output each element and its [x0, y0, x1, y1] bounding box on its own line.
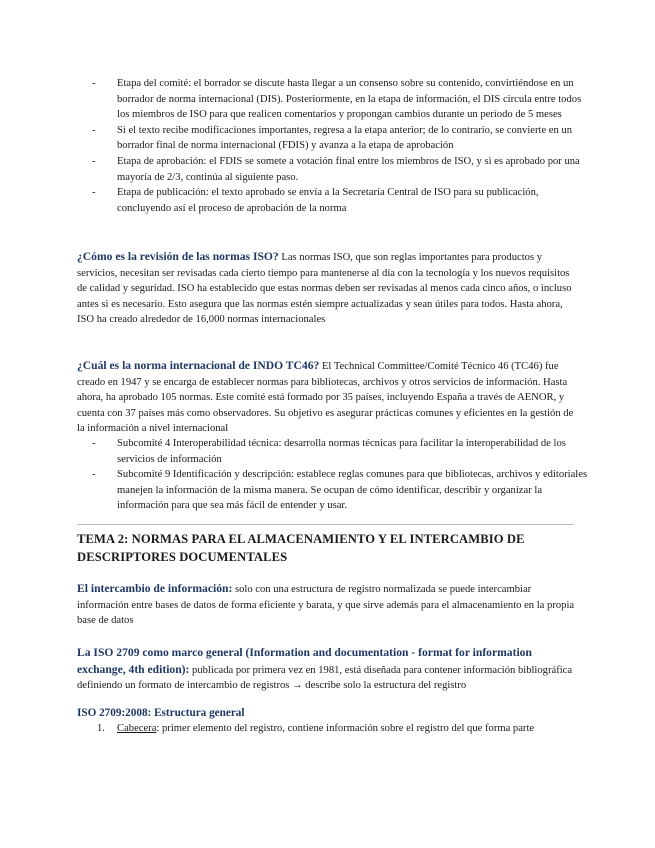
subcommittee-list — [92, 436, 592, 514]
approval-stages-list — [92, 76, 592, 216]
indo-text: El Technical Committee/Comité Técnico 46 (TC46) fue creado en 1947 y se encarga de establecer normas para bibliotecas, archivos y otros servicios de información. Hasta ahora, ha aprobado 105 normas. Este comité está formado por 35 países, incluyendo España a través de AENOR, y cuenta con 37 países más como observadores. Su objetivo es asegurar prácticas comunes y eficientes en la gestión de la información a nivel internacional — [77, 361, 574, 435]
revision-paragraph — [77, 249, 581, 328]
list-item: - Etapa de aprobación: el FDIS se somete a votación final entre los miembros de ISO, y si es aprobado por una mayoría de 2/3, continúa al siguiente paso. — [92, 155, 580, 183]
bullet-dash: - — [92, 469, 96, 481]
intercambio-paragraph — [77, 581, 581, 629]
list-item: - Subcomité 4 Interoperabilidad técnica: desarrolla normas técnicas para facilitar la interoperabilidad de los servicios de información — [92, 438, 566, 465]
indo-heading: ¿Cuál es la norma internacional de INDO TC46? — [77, 359, 320, 372]
bullet-dash: - — [92, 78, 96, 89]
intercambio-text: solo con una estructura de registro normalizada se puede intercambiar información entre bases de datos de forma eficiente y barata, y que sirve además para el almacenamiento en la propia base de datos — [77, 584, 575, 627]
intercambio-heading: El intercambio de información: — [77, 582, 233, 595]
list-item: - Si el texto recibe modificaciones importantes, regresa a la etapa anterior; de lo contrario, se convierte en un borrador final de norma internacional (FDIS) y avanza a la etapa de aprobación — [92, 124, 573, 152]
structure-heading: ISO 2709:2008: Estructura general — [77, 707, 245, 719]
revision-heading: ¿Cómo es la revisión de las normas ISO? — [77, 250, 279, 263]
list-item: - Subcomité 9 Identificación y descripción: establece reglas comunes para que bibliotecas, archivos y editoriales manejen la información de la misma manera. Se ocupan de cómo identificar, describir y organizar la información para que sea más fácil de entender y usar. — [92, 469, 588, 512]
iso2709-text: publicada por primera vez en 1981, está diseñada para contener información bibliográfica definiendo un formato de intercambio de registros → describe solo la estructura del registro — [77, 664, 573, 692]
list-item: - Etapa de publicación: el texto aprobado se envía a la Secretaría Central de ISO para su publicación, concluyendo así el proceso de aprobación de la norma — [92, 187, 539, 214]
bullet-dash: - — [92, 124, 96, 136]
section-title: TEMA 2: NORMAS PARA EL ALMACENAMIENTO Y EL INTERCAMBIO DE DESCRIPTORES DOCUMENTALES — [77, 532, 525, 564]
indo-paragraph — [77, 358, 581, 437]
list-item: - Etapa del comité: el borrador se discute hasta llegar a un consenso sobre su contenido, convirtiéndose en un borrador de norma internacional (DIS). Posteriormente, en la etapa de información, el DIS circula entre todos los miembros de ISO para que realicen comentarios y propongan cambios durante un período de 5 meses — [92, 78, 582, 121]
item-text: : primer elemento del registro, contiene información sobre el registro del que forma parte — [156, 723, 535, 734]
item-term: Cabecera — [117, 723, 157, 734]
item-number: 1. — [97, 723, 105, 734]
structure-list — [97, 721, 577, 737]
bullet-dash: - — [92, 155, 96, 167]
section-divider — [77, 524, 574, 525]
revision-text: Las normas ISO, que son reglas importantes para productos y servicios, necesitan ser revisadas cada cierto tiempo para mantenerse al día con la tecnología y los nuevos requisitos de calidad y seguridad. ISO ha establecido que estas normas deben ser revisadas al menos cada cinco años, o incluso antes si es necesario. Esto asegura que las normas estén siempre actualizadas y sean útiles para todos. Hasta ahora, ISO ha creado alrededor de 16,000 normas internacionales — [77, 252, 572, 326]
bullet-dash: - — [92, 187, 96, 199]
bullet-dash: - — [92, 438, 96, 449]
list-item — [97, 721, 577, 737]
iso2709-heading: La ISO 2709 como marco general (Information and documentation - format for information exchange, 4th edition): — [77, 646, 532, 676]
iso2709-paragraph — [77, 645, 581, 694]
